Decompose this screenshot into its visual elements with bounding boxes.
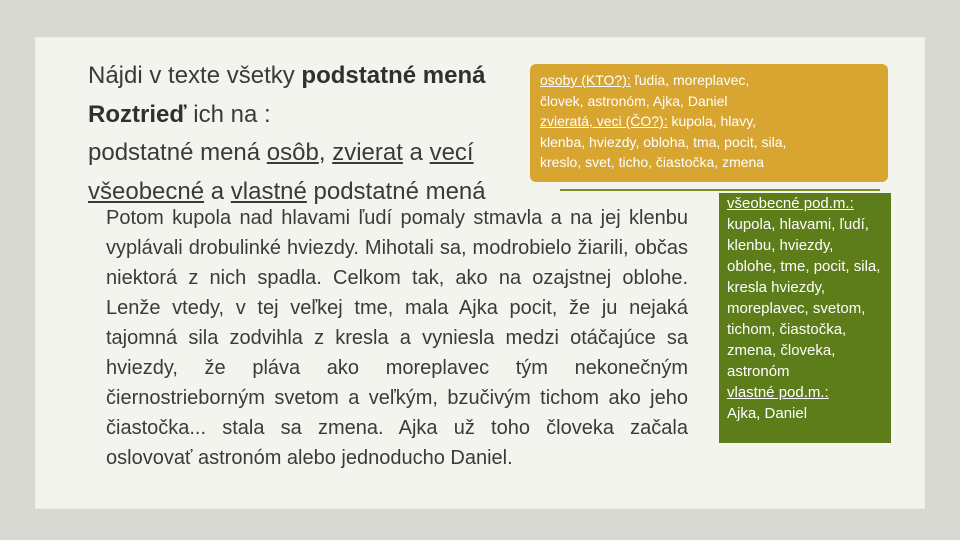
instruction-text: ich na :: [186, 100, 271, 128]
category-general: všeobecné: [88, 177, 205, 205]
category-animals: zvierat: [332, 139, 403, 166]
category-things: vecí: [429, 139, 474, 166]
general-nouns-label: všeobecné pod.m.:: [727, 195, 854, 212]
separator: a: [402, 139, 430, 166]
general-nouns-list: kupola, hlavami, ľudí, klenbu, hviezdy, oblohe, tme, pocit, sila, kresla hviezdy, moreplavec, svetom, tichom, čiastočka, zmena, človeka, astronóm: [727, 216, 881, 380]
things-label: zvieratá, veci (ČO?):: [540, 113, 668, 129]
instruction-keyword: podstatné mená: [301, 62, 486, 89]
story-paragraph: Potom kupola nad hlavami ľudí pomaly stmavla a na jej klenbu vyplávali drobulinké hviezdy. Mihotali sa, modrobielo žiarili, občas niektorá z nich spadla. Celkom tak, ako na ozajstnej oblohe. Lenže vtedy, v tej veľkej tme, mala Ajka pocit, že ju nejaká tajomná sila zodvihla z kresla a vyniesla medzi otáčajúce sa hviezdy, že pláva ako moreplavec tým nekonečným čiernostrieborným svetom a veľkým, bzučivým tichom ako jeho čiastočka... stala sa zmena. Ajka už toho človeka začala oslovovať astronóm alebo jednoducho Daniel.: [106, 207, 688, 469]
callout-row: kreslo, svet, ticho, čiastočka, zmena: [540, 154, 765, 170]
proper-nouns-list: Ajka, Daniel: [727, 405, 808, 422]
callout-row: [540, 70, 880, 91]
category-persons: osôb: [266, 139, 319, 166]
instruction-text: podstatné mená: [88, 139, 267, 166]
callout-row: [540, 111, 880, 132]
persons-things-callout: [530, 64, 888, 182]
category-proper: vlastné: [230, 177, 307, 205]
accent-underline: [560, 189, 880, 191]
things-items: kupola, hlavy,: [667, 113, 757, 129]
separator: a: [204, 177, 231, 205]
callout-row: klenba, hviezdy, obloha, tma, pocit, sila,: [540, 133, 787, 150]
separator: ,: [318, 139, 333, 166]
persons-items: ľudia, moreplavec,: [630, 72, 750, 88]
instruction-keyword: Roztrieď: [88, 100, 187, 128]
instruction-text: podstatné mená: [306, 177, 486, 205]
callout-row: človek, astronóm, Ajka, Daniel: [540, 92, 728, 109]
answer-box: [719, 193, 891, 443]
persons-label: osoby (KTO?):: [540, 72, 631, 88]
instruction-text: Nájdi v texte všetky: [88, 62, 302, 89]
proper-nouns-label: vlastné pod.m.:: [727, 384, 829, 401]
